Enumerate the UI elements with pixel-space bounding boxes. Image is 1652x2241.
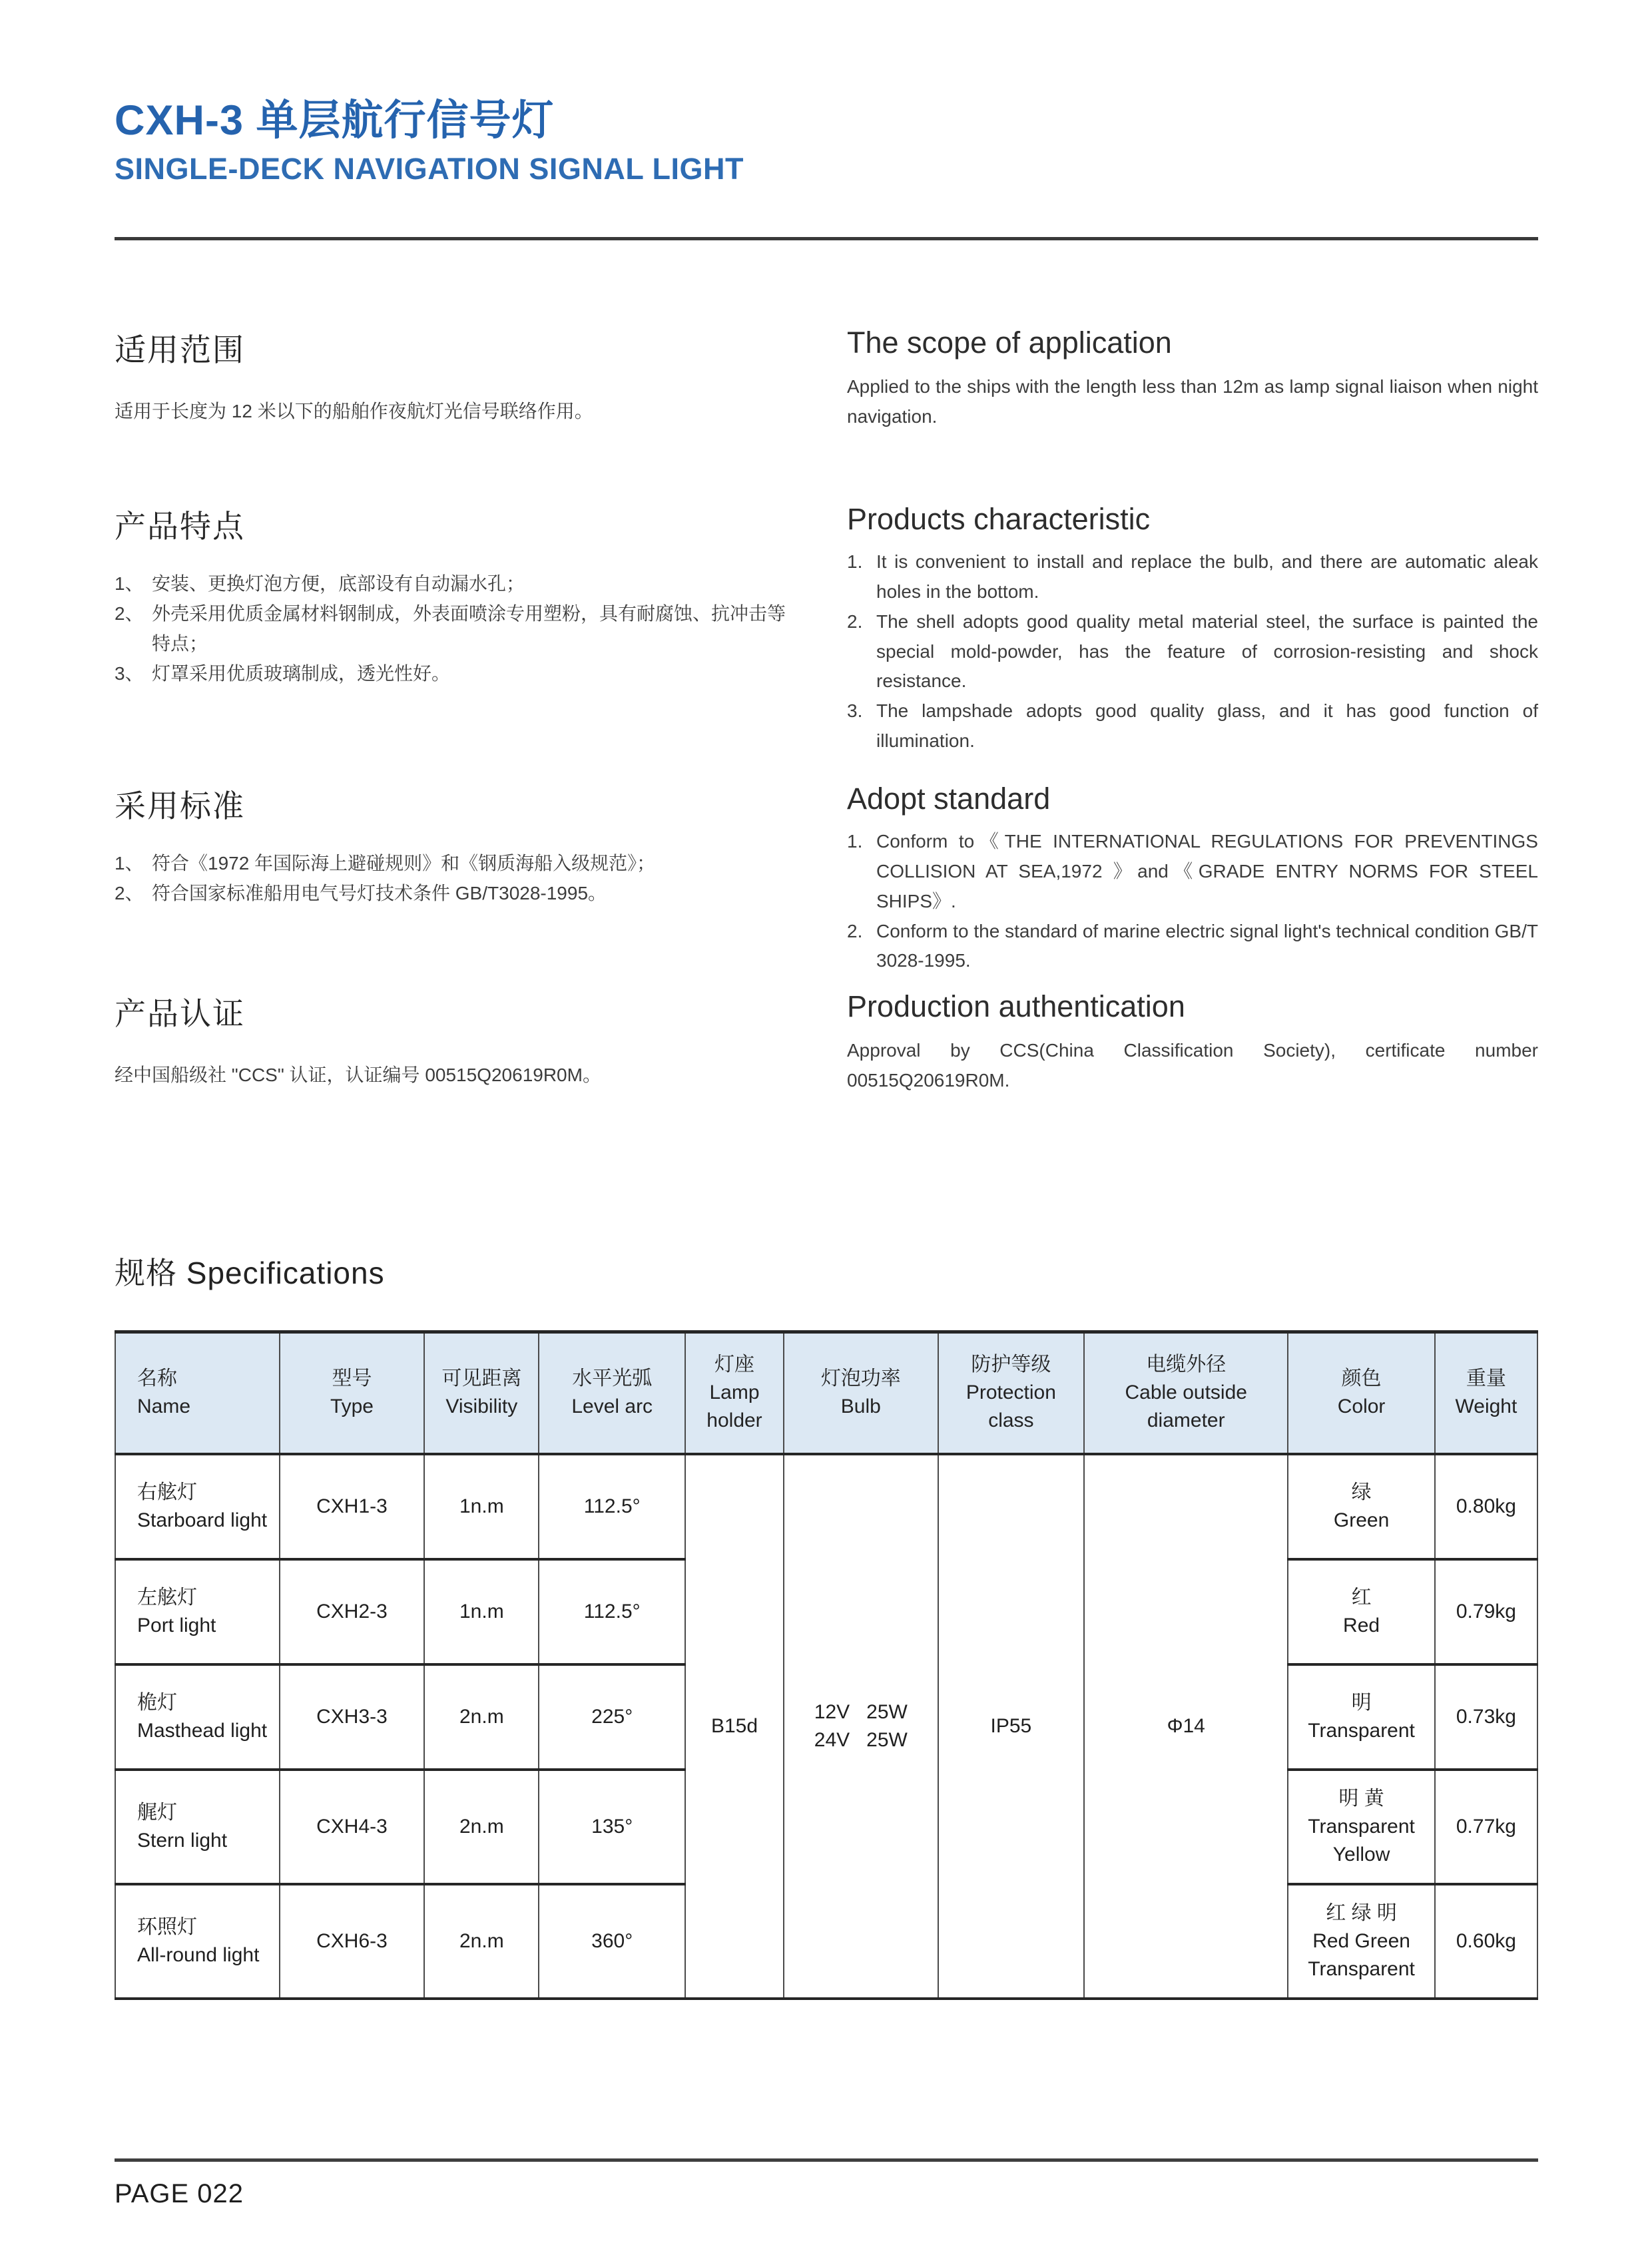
list-text: 符合国家标准船用电气号灯技术条件 GB/T3028-1995。 bbox=[152, 882, 607, 903]
col-header-zh: 重量 bbox=[1466, 1368, 1506, 1390]
list-marker: 2. bbox=[847, 611, 863, 632]
color-zh: 明 黄 bbox=[1338, 1787, 1384, 1810]
section-scope-zh bbox=[115, 326, 794, 502]
scope-body-zh: 适用于长度为 12 米以下的船舶作夜航灯光信号联络作用。 bbox=[115, 401, 593, 422]
list-marker: 1、 bbox=[115, 573, 144, 595]
name-zh: 环照灯 bbox=[137, 1915, 197, 1938]
cell-name bbox=[115, 1664, 280, 1770]
list-item bbox=[115, 569, 794, 599]
col-header-cable bbox=[1084, 1332, 1288, 1454]
standard-heading-en: Adopt standard bbox=[847, 782, 1051, 816]
color-zh: 红 绿 明 bbox=[1326, 1901, 1397, 1924]
cell-color bbox=[1288, 1664, 1435, 1770]
name-en: Stern light bbox=[137, 1829, 228, 1852]
cell-level-arc: 360° bbox=[539, 1884, 685, 1999]
features-heading-zh: 产品特点 bbox=[115, 509, 245, 545]
list-item bbox=[847, 607, 1538, 696]
cell-type: CXH6-3 bbox=[280, 1884, 425, 1999]
name-en: Port light bbox=[137, 1614, 216, 1636]
cell-weight: 0.80kg bbox=[1435, 1454, 1537, 1559]
cell-type: CXH3-3 bbox=[280, 1664, 425, 1770]
cell-name bbox=[115, 1454, 280, 1559]
list-marker: 1. bbox=[847, 551, 863, 573]
cell-protection: IP55 bbox=[938, 1454, 1085, 1999]
auth-body-zh: 经中国船级社 "CCS" 认证，认证编号 00515Q20619R0M。 bbox=[115, 1065, 601, 1086]
cell-color bbox=[1288, 1454, 1435, 1559]
specifications-heading: 规格 Specifications bbox=[115, 1256, 385, 1291]
auth-body-en: Approval by CCS(China Classification Society), certificate number 00515Q20619R0M. bbox=[847, 1040, 1538, 1091]
list-item bbox=[115, 659, 794, 689]
cell-level-arc: 112.5° bbox=[539, 1559, 685, 1664]
cell-type: CXH1-3 bbox=[280, 1454, 425, 1559]
list-marker: 1. bbox=[847, 831, 863, 852]
color-en: Transparent Yellow bbox=[1308, 1815, 1415, 1866]
specifications-table bbox=[115, 1330, 1538, 2000]
name-zh: 艉灯 bbox=[137, 1801, 177, 1824]
section-scope-en bbox=[847, 326, 1538, 502]
name-en: Masthead light bbox=[137, 1719, 268, 1742]
list-text: 外壳采用优质金属材料钢制成，外表面喷涂专用塑粉，具有耐腐蚀、抗冲击等特点； bbox=[152, 603, 786, 654]
col-header-zh: 名称 bbox=[137, 1368, 177, 1390]
col-header-color bbox=[1288, 1332, 1435, 1454]
list-marker: 1、 bbox=[115, 853, 144, 874]
cell-name bbox=[115, 1884, 280, 1999]
col-header-visibility bbox=[424, 1332, 539, 1454]
color-zh: 绿 bbox=[1351, 1481, 1372, 1503]
cell-visibility: 2n.m bbox=[424, 1664, 539, 1770]
list-text: Conform to the standard of marine electric signal light's technical condition GB/T 3028-1995. bbox=[876, 920, 1538, 971]
scope-heading-zh: 适用范围 bbox=[115, 332, 245, 368]
col-header-en: Lamp holder bbox=[706, 1381, 762, 1432]
page-title-en: SINGLE-DECK NAVIGATION SIGNAL LIGHT bbox=[115, 152, 744, 186]
col-header-zh: 水平光弧 bbox=[572, 1368, 653, 1390]
list-text: It is convenient to install and replace the bulb, and there are automatic aleak holes in the bottom. bbox=[876, 551, 1538, 602]
list-text: The lampshade adopts good quality glass, and it has good function of illumination. bbox=[876, 700, 1538, 751]
col-header-en: Weight bbox=[1455, 1395, 1517, 1418]
standard-list-zh bbox=[115, 849, 794, 909]
page-number: PAGE 022 bbox=[115, 2178, 244, 2208]
color-en: Red Green Transparent bbox=[1308, 1929, 1415, 1980]
col-header-zh: 可见距离 bbox=[441, 1368, 522, 1390]
bulb-line-1: 12V 25W bbox=[814, 1700, 908, 1723]
color-en: Transparent bbox=[1308, 1719, 1415, 1742]
col-header-en: Level arc bbox=[571, 1395, 653, 1418]
cell-type: CXH2-3 bbox=[280, 1559, 425, 1664]
col-header-type bbox=[280, 1332, 425, 1454]
cell-color bbox=[1288, 1770, 1435, 1884]
section-standard-zh bbox=[115, 782, 794, 989]
bulb-line-2: 24V 25W bbox=[814, 1728, 908, 1751]
name-zh: 右舷灯 bbox=[137, 1481, 197, 1503]
features-list-en bbox=[847, 547, 1538, 756]
page-title-zh: CXH-3 单层航行信号灯 bbox=[115, 97, 555, 144]
list-text: Conform to《THE INTERNATIONAL REGULATIONS FOR PREVENTINGS COLLISION AT SEA,1972 》and《GRADE ENTRY NORMS FOR STEEL SHIPS》. bbox=[876, 831, 1538, 911]
header-divider bbox=[115, 237, 1538, 240]
section-features-en bbox=[847, 502, 1538, 782]
col-header-zh: 灯泡功率 bbox=[820, 1368, 901, 1390]
spec-table-header bbox=[115, 1332, 1537, 1454]
color-en: Green bbox=[1333, 1509, 1390, 1531]
table-row bbox=[115, 1454, 1537, 1559]
cell-color bbox=[1288, 1559, 1435, 1664]
cell-weight: 0.73kg bbox=[1435, 1664, 1537, 1770]
col-header-zh: 电缆外径 bbox=[1146, 1354, 1227, 1376]
color-zh: 明 bbox=[1351, 1691, 1372, 1714]
section-features-zh bbox=[115, 502, 794, 782]
features-heading-en: Products characteristic bbox=[847, 502, 1151, 537]
auth-heading-zh: 产品认证 bbox=[115, 996, 245, 1032]
cell-level-arc: 225° bbox=[539, 1664, 685, 1770]
col-header-level-arc bbox=[539, 1332, 685, 1454]
cell-weight: 0.79kg bbox=[1435, 1559, 1537, 1664]
col-header-zh: 型号 bbox=[332, 1368, 372, 1390]
cell-type: CXH4-3 bbox=[280, 1770, 425, 1884]
list-item bbox=[847, 547, 1538, 607]
list-marker: 3、 bbox=[115, 662, 144, 684]
cell-weight: 0.77kg bbox=[1435, 1770, 1537, 1884]
list-text: The shell adopts good quality metal material steel, the surface is painted the special mold-powder, has the feature of corrosion-resisting and shock resistance. bbox=[876, 611, 1538, 692]
list-marker: 3. bbox=[847, 700, 863, 722]
section-auth-en bbox=[847, 989, 1538, 1154]
list-item bbox=[115, 879, 794, 909]
cell-visibility: 1n.m bbox=[424, 1454, 539, 1559]
col-header-en: Visibility bbox=[445, 1395, 518, 1418]
auth-heading-en: Production authentication bbox=[847, 989, 1185, 1024]
col-header-name bbox=[115, 1332, 280, 1454]
col-header-zh: 防护等级 bbox=[971, 1354, 1051, 1376]
col-header-weight bbox=[1435, 1332, 1537, 1454]
cell-level-arc: 112.5° bbox=[539, 1454, 685, 1559]
cell-name bbox=[115, 1559, 280, 1664]
col-header-en: Name bbox=[137, 1395, 191, 1418]
cell-weight: 0.60kg bbox=[1435, 1884, 1537, 1999]
standard-list-en bbox=[847, 827, 1538, 976]
color-zh: 红 bbox=[1351, 1586, 1372, 1609]
col-header-lamp-holder bbox=[685, 1332, 784, 1454]
cell-visibility: 1n.m bbox=[424, 1559, 539, 1664]
list-text: 安装、更换灯泡方便，底部设有自动漏水孔； bbox=[152, 573, 525, 595]
name-zh: 左舷灯 bbox=[137, 1586, 197, 1609]
list-item bbox=[115, 599, 794, 659]
cell-bulb bbox=[784, 1454, 938, 1999]
section-standard-en bbox=[847, 782, 1538, 989]
cell-name bbox=[115, 1770, 280, 1884]
section-auth-zh bbox=[115, 989, 794, 1154]
name-zh: 桅灯 bbox=[137, 1691, 177, 1714]
standard-heading-zh: 采用标准 bbox=[115, 788, 245, 824]
list-marker: 2、 bbox=[115, 603, 144, 624]
list-text: 符合《1972 年国际海上避碰规则》和《钢质海船入级规范》； bbox=[152, 853, 656, 874]
cell-cable-diameter: Φ14 bbox=[1084, 1454, 1288, 1999]
name-en: All-round light bbox=[137, 1943, 260, 1966]
list-item bbox=[115, 849, 794, 879]
col-header-en: Color bbox=[1337, 1395, 1386, 1418]
name-en: Starboard light bbox=[137, 1509, 268, 1531]
list-marker: 2. bbox=[847, 920, 863, 941]
footer-divider bbox=[115, 2158, 1538, 2162]
col-header-en: Bulb bbox=[840, 1395, 881, 1418]
col-header-en: Protection class bbox=[965, 1381, 1056, 1432]
col-header-zh: 颜色 bbox=[1341, 1368, 1382, 1390]
cell-visibility: 2n.m bbox=[424, 1884, 539, 1999]
col-header-en: Cable outside diameter bbox=[1125, 1381, 1247, 1432]
col-header-zh: 灯座 bbox=[714, 1354, 754, 1376]
cell-visibility: 2n.m bbox=[424, 1770, 539, 1884]
sections-grid bbox=[115, 326, 1538, 1154]
list-item bbox=[847, 696, 1538, 756]
col-header-bulb bbox=[784, 1332, 938, 1454]
cell-level-arc: 135° bbox=[539, 1770, 685, 1884]
cell-color bbox=[1288, 1884, 1435, 1999]
list-item bbox=[847, 827, 1538, 916]
list-marker: 2、 bbox=[115, 882, 144, 903]
list-text: 灯罩采用优质玻璃制成，透光性好。 bbox=[152, 662, 451, 684]
features-list-zh bbox=[115, 569, 794, 688]
scope-body-en: Applied to the ships with the length less than 12m as lamp signal liaison when night navigation. bbox=[847, 376, 1538, 427]
cell-lamp-holder: B15d bbox=[685, 1454, 784, 1999]
scope-heading-en: The scope of application bbox=[847, 326, 1172, 360]
list-item bbox=[847, 917, 1538, 977]
col-header-protection bbox=[938, 1332, 1085, 1454]
col-header-en: Type bbox=[330, 1395, 374, 1418]
color-en: Red bbox=[1343, 1614, 1380, 1636]
